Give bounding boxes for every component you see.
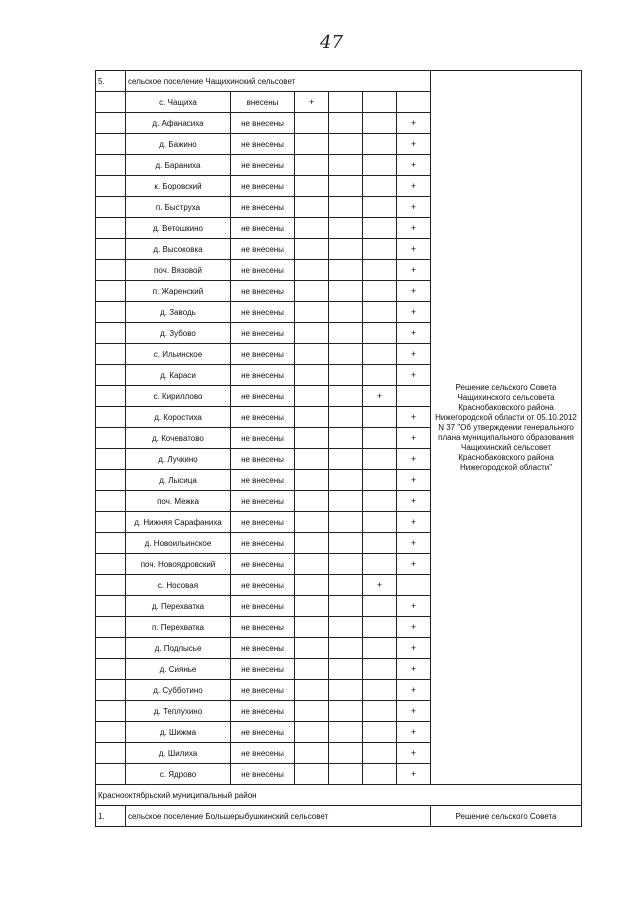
plus-mark: + (397, 701, 431, 722)
mark-cell (363, 491, 397, 512)
settlement-name: д. Высоковка (126, 239, 231, 260)
settlement-name: д. Заводь (126, 302, 231, 323)
settlement-name: с. Носовая (126, 575, 231, 596)
plus-mark: + (397, 218, 431, 239)
plus-mark: + (397, 197, 431, 218)
mark-cell (329, 113, 363, 134)
mark-cell (295, 218, 329, 239)
row-number-cell (96, 743, 126, 764)
mark-cell (295, 302, 329, 323)
settlement-name: д. Лысица (126, 470, 231, 491)
mark-cell (329, 617, 363, 638)
settlement-status: не внесены (231, 449, 295, 470)
settlement-name: п. Перехватка (126, 617, 231, 638)
section-number: 5. (96, 71, 126, 92)
settlement-name: с. Кириллово (126, 386, 231, 407)
mark-cell (295, 134, 329, 155)
mark-cell (363, 743, 397, 764)
settlement-name: д. Бажино (126, 134, 231, 155)
mark-cell (295, 113, 329, 134)
mark-cell (295, 407, 329, 428)
plus-mark: + (397, 596, 431, 617)
plus-mark: + (397, 659, 431, 680)
section-title: сельское поселение Чащихинский сельсовет (126, 71, 431, 92)
next-section-row (96, 806, 582, 827)
mark-cell (363, 281, 397, 302)
settlement-name: д. Перехватка (126, 596, 231, 617)
row-number-cell (96, 113, 126, 134)
mark-cell (363, 638, 397, 659)
plus-mark: + (397, 113, 431, 134)
mark-cell (363, 218, 397, 239)
settlement-name: п. Жаренский (126, 281, 231, 302)
settlement-name: поч. Межка (126, 491, 231, 512)
plus-mark: + (397, 743, 431, 764)
settlement-status: не внесены (231, 722, 295, 743)
settlement-name: д. Субботино (126, 680, 231, 701)
plus-mark: + (397, 344, 431, 365)
settlement-status: не внесены (231, 218, 295, 239)
row-number-cell (96, 428, 126, 449)
next-section-decision: Решение сельского Совета (431, 806, 582, 827)
row-number-cell (96, 764, 126, 785)
settlement-name: д. Шилиха (126, 743, 231, 764)
mark-cell (363, 764, 397, 785)
row-number-cell (96, 407, 126, 428)
row-number-cell (96, 386, 126, 407)
settlement-status: не внесены (231, 281, 295, 302)
settlement-name: д. Лучкино (126, 449, 231, 470)
mark-cell (329, 659, 363, 680)
mark-cell (295, 344, 329, 365)
mark-cell (295, 176, 329, 197)
settlement-status: не внесены (231, 617, 295, 638)
settlement-status: не внесены (231, 134, 295, 155)
row-number-cell (96, 701, 126, 722)
settlement-name: д. Караси (126, 365, 231, 386)
row-number-cell (96, 92, 126, 113)
settlement-name: д. Кочеватово (126, 428, 231, 449)
plus-mark: + (397, 512, 431, 533)
mark-cell (363, 470, 397, 491)
settlement-name: д. Новоильинское (126, 533, 231, 554)
mark-cell (295, 512, 329, 533)
mark-cell (329, 512, 363, 533)
mark-cell (329, 701, 363, 722)
mark-cell (295, 260, 329, 281)
settlement-status: не внесены (231, 365, 295, 386)
row-number-cell (96, 512, 126, 533)
plus-mark: + (397, 554, 431, 575)
mark-cell (295, 386, 329, 407)
mark-cell (329, 428, 363, 449)
mark-cell (363, 197, 397, 218)
mark-cell (363, 176, 397, 197)
mark-cell (329, 554, 363, 575)
next-section-title: сельское поселение Большерыбушкинский сельсовет (126, 806, 431, 827)
plus-mark: + (397, 533, 431, 554)
mark-cell (295, 491, 329, 512)
mark-cell (329, 239, 363, 260)
settlement-status: не внесены (231, 197, 295, 218)
mark-cell (329, 386, 363, 407)
row-number-cell (96, 638, 126, 659)
row-number-cell (96, 281, 126, 302)
mark-cell (295, 323, 329, 344)
section-header-row (96, 71, 582, 92)
row-number-cell (96, 260, 126, 281)
mark-cell (363, 302, 397, 323)
row-number-cell (96, 449, 126, 470)
district-name: Краснооктябрьский муниципальный район (96, 785, 582, 806)
mark-cell (295, 722, 329, 743)
row-number-cell (96, 659, 126, 680)
next-section-number: 1. (96, 806, 126, 827)
row-number-cell (96, 155, 126, 176)
mark-cell (329, 638, 363, 659)
plus-mark: + (363, 575, 397, 596)
mark-cell (295, 701, 329, 722)
settlement-name: к. Боровский (126, 176, 231, 197)
mark-cell (363, 92, 397, 113)
row-number-cell (96, 176, 126, 197)
plus-mark: + (397, 617, 431, 638)
mark-cell (329, 743, 363, 764)
row-number-cell (96, 491, 126, 512)
row-number-cell (96, 617, 126, 638)
plus-mark: + (397, 134, 431, 155)
mark-cell (329, 260, 363, 281)
mark-cell (329, 407, 363, 428)
mark-cell (329, 449, 363, 470)
row-number-cell (96, 323, 126, 344)
row-number-cell (96, 596, 126, 617)
settlement-status: не внесены (231, 764, 295, 785)
mark-cell (295, 554, 329, 575)
plus-mark: + (397, 449, 431, 470)
row-number-cell (96, 722, 126, 743)
mark-cell (295, 680, 329, 701)
mark-cell (295, 596, 329, 617)
row-number-cell (96, 554, 126, 575)
mark-cell (329, 533, 363, 554)
settlement-status: не внесены (231, 428, 295, 449)
plus-mark: + (397, 365, 431, 386)
mark-cell (295, 449, 329, 470)
settlement-status: не внесены (231, 512, 295, 533)
mark-cell (329, 575, 363, 596)
mark-cell (295, 239, 329, 260)
mark-cell (329, 596, 363, 617)
plus-mark: + (397, 722, 431, 743)
settlement-status: не внесены (231, 344, 295, 365)
plus-mark: + (295, 92, 329, 113)
mark-cell (295, 428, 329, 449)
mark-cell (397, 92, 431, 113)
row-number-cell (96, 134, 126, 155)
mark-cell (329, 155, 363, 176)
mark-cell (363, 260, 397, 281)
mark-cell (329, 323, 363, 344)
plus-mark: + (397, 680, 431, 701)
mark-cell (363, 239, 397, 260)
row-number-cell (96, 197, 126, 218)
mark-cell (363, 113, 397, 134)
mark-cell (295, 659, 329, 680)
mark-cell (329, 722, 363, 743)
settlement-status: не внесены (231, 260, 295, 281)
settlement-name: поч. Вязовой (126, 260, 231, 281)
mark-cell (295, 365, 329, 386)
plus-mark: + (397, 470, 431, 491)
settlement-status: не внесены (231, 386, 295, 407)
settlement-name: с. Ильинское (126, 344, 231, 365)
plus-mark: + (397, 491, 431, 512)
settlement-status: не внесены (231, 407, 295, 428)
plus-mark: + (397, 764, 431, 785)
mark-cell (363, 533, 397, 554)
mark-cell (295, 470, 329, 491)
settlement-status: не внесены (231, 239, 295, 260)
plus-mark: + (363, 386, 397, 407)
settlement-status: не внесены (231, 701, 295, 722)
plus-mark: + (397, 302, 431, 323)
mark-cell (363, 512, 397, 533)
plus-mark: + (397, 239, 431, 260)
mark-cell (329, 680, 363, 701)
settlement-name: д. Сиянье (126, 659, 231, 680)
mark-cell (295, 575, 329, 596)
settlement-status: не внесены (231, 176, 295, 197)
mark-cell (363, 155, 397, 176)
page-number: 47 (320, 32, 343, 53)
mark-cell (329, 491, 363, 512)
mark-cell (329, 176, 363, 197)
mark-cell (295, 638, 329, 659)
row-number-cell (96, 302, 126, 323)
plus-mark: + (397, 428, 431, 449)
mark-cell (363, 407, 397, 428)
plus-mark: + (397, 407, 431, 428)
mark-cell (363, 323, 397, 344)
row-number-cell (96, 365, 126, 386)
settlement-name: д. Ветошкино (126, 218, 231, 239)
settlement-status: не внесены (231, 302, 295, 323)
row-number-cell (96, 680, 126, 701)
row-number-cell (96, 344, 126, 365)
settlement-name: д. Нижняя Сарафаниха (126, 512, 231, 533)
plus-mark: + (397, 281, 431, 302)
settlement-name: д. Афанасиха (126, 113, 231, 134)
section-decision: Решение сельского Совета Чащихинского сельсовета Краснобаковского района Нижегородской области от 05.10.2012 N 37 "Об утверждении генерального плана муниципального образования Чащихинский сельсовет Краснобаковского района Нижегородской области" (431, 71, 582, 785)
settlement-status: не внесены (231, 575, 295, 596)
mark-cell (363, 617, 397, 638)
mark-cell (295, 533, 329, 554)
settlement-status: не внесены (231, 491, 295, 512)
settlement-status: не внесены (231, 533, 295, 554)
mark-cell (363, 596, 397, 617)
mark-cell (329, 218, 363, 239)
settlement-status: не внесены (231, 113, 295, 134)
mark-cell (329, 281, 363, 302)
plus-mark: + (397, 638, 431, 659)
mark-cell (329, 470, 363, 491)
mark-cell (329, 344, 363, 365)
plus-mark: + (397, 260, 431, 281)
mark-cell (329, 92, 363, 113)
settlement-status: не внесены (231, 323, 295, 344)
mark-cell (295, 197, 329, 218)
mark-cell (295, 155, 329, 176)
mark-cell (295, 743, 329, 764)
plus-mark: + (397, 155, 431, 176)
settlement-name: п. Быструха (126, 197, 231, 218)
mark-cell (329, 365, 363, 386)
settlement-status: не внесены (231, 596, 295, 617)
settlement-status: не внесены (231, 470, 295, 491)
mark-cell (363, 344, 397, 365)
settlement-name: д. Теплухино (126, 701, 231, 722)
mark-cell (329, 134, 363, 155)
mark-cell (363, 428, 397, 449)
district-row (96, 785, 582, 806)
plus-mark: + (397, 176, 431, 197)
row-number-cell (96, 533, 126, 554)
mark-cell (363, 134, 397, 155)
mark-cell (329, 764, 363, 785)
mark-cell (397, 386, 431, 407)
settlement-status: не внесены (231, 638, 295, 659)
settlements-table (95, 70, 582, 827)
mark-cell (397, 575, 431, 596)
settlement-status: не внесены (231, 155, 295, 176)
mark-cell (363, 449, 397, 470)
mark-cell (363, 659, 397, 680)
settlement-status: не внесены (231, 554, 295, 575)
settlement-status: внесены (231, 92, 295, 113)
row-number-cell (96, 470, 126, 491)
mark-cell (295, 281, 329, 302)
row-number-cell (96, 575, 126, 596)
mark-cell (363, 680, 397, 701)
settlement-name: д. Коростиха (126, 407, 231, 428)
mark-cell (295, 617, 329, 638)
settlement-name: с. Ядрово (126, 764, 231, 785)
mark-cell (363, 701, 397, 722)
settlement-name: д. Шижма (126, 722, 231, 743)
plus-mark: + (397, 323, 431, 344)
mark-cell (363, 722, 397, 743)
settlement-name: с. Чащиха (126, 92, 231, 113)
settlement-name: д. Подлысье (126, 638, 231, 659)
settlement-name: д. Зубово (126, 323, 231, 344)
mark-cell (363, 365, 397, 386)
settlement-status: не внесены (231, 659, 295, 680)
settlement-name: поч. Новоядровский (126, 554, 231, 575)
settlement-status: не внесены (231, 680, 295, 701)
mark-cell (295, 764, 329, 785)
mark-cell (329, 197, 363, 218)
settlement-status: не внесены (231, 743, 295, 764)
row-number-cell (96, 239, 126, 260)
row-number-cell (96, 218, 126, 239)
settlement-name: д. Бараниха (126, 155, 231, 176)
mark-cell (363, 554, 397, 575)
mark-cell (329, 302, 363, 323)
